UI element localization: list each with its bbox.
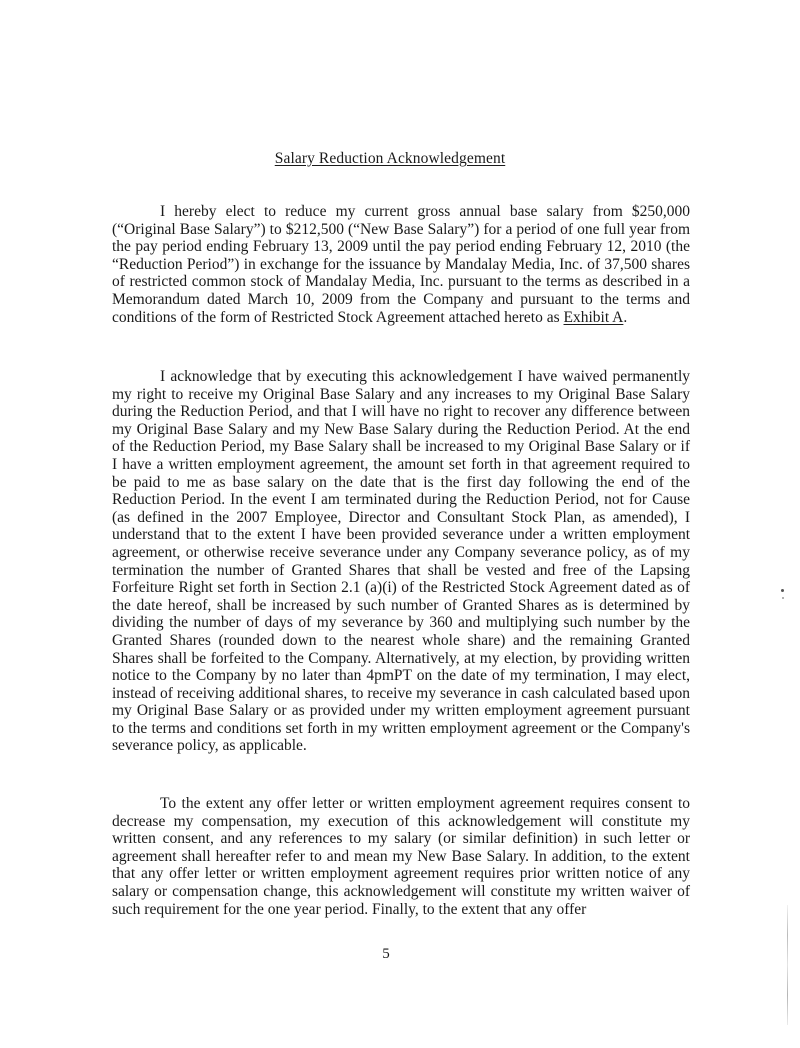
paragraph-waiver-acknowledgement xyxy=(112,368,690,755)
scan-artifact-edge-line xyxy=(787,905,788,1025)
paragraph-1-tail: . xyxy=(623,308,628,326)
paragraph-consent-to-decrease xyxy=(112,795,690,918)
paragraph-2-text: I acknowledge that by executing this acknowledgement I have waived permanently my right to receive my Original Base Salary and any increases to my Original Base Salary during the Reduction Period, and that I will have no right to recover any difference between my Original Base Salary and my New Base Salary during the Reduction Period. At the end of the Reduction Period, my Base Salary shall be increased to my Original Base Salary or if I have a written employment agreement, the amount set forth in that agreement required to be paid to me as base salary on the date that is the first day following the end of the Reduction Period. In the event I am terminated during the Reduction Period, not for Cause (as defined in the 2007 Employee, Director and Consultant Stock Plan, as amended), I understand that to the extent I have been provided severance under a written employment agreement, or otherwise receive severance under any Company severance policy, as of my termination the number of Granted Shares that shall be vested and free of the Lapsing Forfeiture Right set forth in Section 2.1 (a)(i) of the Restricted Stock Agreement dated as of the date hereof, shall be increased by such number of Granted Shares as is determined by dividing the number of days of my severance by 360 and multiplying such number by the Granted Shares (rounded down to the nearest whole share) and the remaining Granted Shares shall be forfeited to the Company. Alternatively, at my election, by providing written notice to the Company by no later than 4pmPT on the date of my termination, I may elect, instead of receiving additional shares, to receive my severance in cash calculated based upon my Original Base Salary or as provided under my written employment agreement pursuant to the terms and conditions set forth in my written employment agreement or the Company's severance policy, as applicable. xyxy=(112,368,690,755)
document-title xyxy=(0,150,780,168)
paragraph-1-text: I hereby elect to reduce my current gross annual base salary from $250,000 (“Original Base Salary”) to $212,500 (“New Base Salary”) for a period of one full year from the pay period ending February 13, 2009 until the pay period ending February 12, 2010 (the “Reduction Period”) in exchange for the issuance by Mandalay Media, Inc. of 37,500 shares of restricted common stock of Mandalay Media, Inc. pursuant to the terms as described in a Memorandum dated March 10, 2009 from the Company and pursuant to the terms and conditions of the form of Restricted Stock Agreement attached hereto as xyxy=(112,203,690,326)
exhibit-a-reference: Exhibit A xyxy=(563,308,624,326)
paragraph-3-text: To the extent any offer letter or written employment agreement requires consent to decrease my compensation, my execution of this acknowledgement will constitute my written consent, and any references to my salary (or similar definition) in such letter or agreement shall hereafter refer to and mean my New Base Salary. In addition, to the extent that any offer letter or written employment agreement requires prior written notice of any salary or compensation change, this acknowledgement will constitute my written waiver of such requirement for the one year period. Finally, to the extent that any offer xyxy=(112,795,690,918)
document-title-text: Salary Reduction Acknowledgement xyxy=(274,150,506,167)
page-number: 5 xyxy=(382,946,390,962)
scan-artifact-dot xyxy=(782,597,784,599)
scan-artifact-dot xyxy=(781,589,784,592)
paragraph-salary-reduction-election xyxy=(112,203,690,326)
